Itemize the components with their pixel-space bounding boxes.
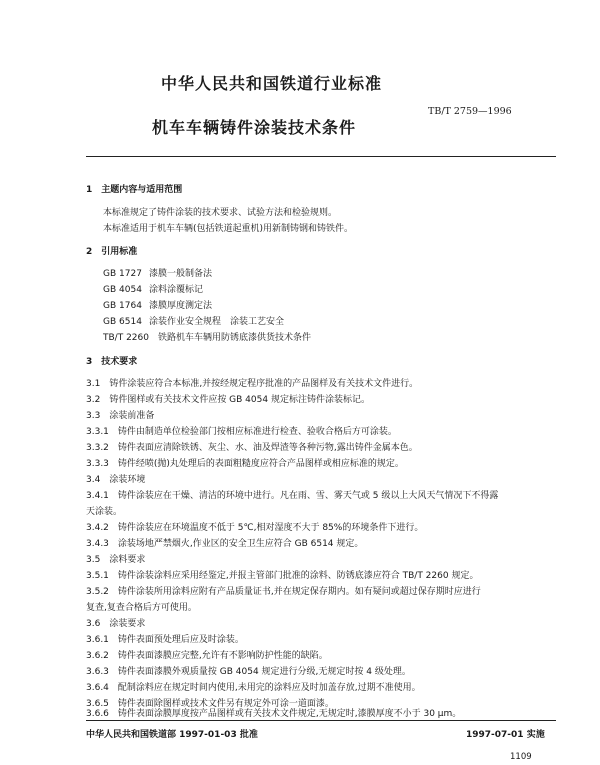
section-2-heading: 2 引用标准 <box>86 247 138 257</box>
section-1-paragraph: 本标准规定了铸件涂装的技术要求、试验方法和检验规则。 <box>103 208 338 218</box>
clause-line: 3.5.1 铸件涂装涂料应采用经鉴定,并报主管部门批准的涂料、防锈底漆应符合 TB/T 2260 规定。 <box>86 571 479 581</box>
clause-line: 3.6.2 铸件表面漆膜应完整,允许有不影响防护性能的缺陷。 <box>86 651 328 661</box>
reference-name: 涂料涂覆标记 <box>149 285 204 295</box>
clause-line: 3.6.6 铸件表面涂膜厚度按产品图样或有关技术文件规定,无规定时,漆膜厚度不小于 30 μm。 <box>86 709 462 719</box>
clause-line: 复查,复查合格后方可使用。 <box>86 603 197 613</box>
reference-name: 铁路机车车辆用防锈底漆供货技术条件 <box>158 333 312 343</box>
clause-line: 3.6.1 铸件表面预处理后应及时涂装。 <box>86 635 244 645</box>
reference-item <box>103 298 212 311</box>
header-divider <box>86 156 556 157</box>
reference-code: GB 1727 <box>103 269 142 279</box>
section-1-heading: 1 主题内容与适用范围 <box>86 185 183 195</box>
clause-line: 3.4.3 涂装场地严禁烟火,作业区的安全卫生应符合 GB 6514 规定。 <box>86 539 364 549</box>
issuing-organization: 中华人民共和国铁道行业标准 <box>161 74 383 93</box>
reference-item <box>103 330 311 343</box>
reference-code: GB 6514 <box>103 317 142 327</box>
reference-code: TB/T 2260 <box>103 333 149 343</box>
reference-item <box>103 314 284 327</box>
document-title: 机车车辆铸件涂装技术条件 <box>152 118 357 137</box>
clause-line: 3.6.4 配制涂料应在规定时间内使用,未用完的涂料应及时加盖存放,过期不准使用。 <box>86 683 421 693</box>
page-number: 1109 <box>510 752 532 762</box>
reference-name: 漆膜厚度测定法 <box>149 301 213 311</box>
clause-line: 3.4.2 铸件涂装应在环境温度不低于 5℃,相对湿度不大于 85%的环境条件下进行。 <box>86 523 424 533</box>
clause-line: 3.2 铸件图样或有关技术文件应按 GB 4054 规定标注铸件涂装标记。 <box>86 395 370 405</box>
clause-line: 3.6.5 铸件表面除图样或技术文件另有规定外可涂一道面漆。 <box>86 699 334 709</box>
reference-item <box>103 266 212 279</box>
reference-code: GB 4054 <box>103 285 142 295</box>
reference-name: 涂装作业安全规程 涂装工艺安全 <box>149 317 285 327</box>
standard-code: TB/T 2759—1996 <box>428 106 512 117</box>
reference-name: 漆膜一般制备法 <box>149 269 213 279</box>
clause-line: 天涂装。 <box>86 507 123 517</box>
clause-line: 3.3.3 铸件经喷(抛)丸处理后的表面粗糙度应符合产品图样或相应标准的规定。 <box>86 459 404 469</box>
reference-item <box>103 282 203 295</box>
clause-line: 3.6 涂装要求 <box>86 619 146 629</box>
clause-line: 3.4 涂装环境 <box>86 475 146 485</box>
clause-line: 3.3.1 铸件由制造单位检验部门按相应标准进行检查、验收合格后方可涂装。 <box>86 427 397 437</box>
footer-divider <box>86 720 556 721</box>
clause-line: 3.5.2 铸件涂装所用涂料应附有产品质量证书,并在规定保存期内。如有疑问或超过保存期时应进行 <box>86 587 481 597</box>
effective-date: 1997-07-01 实施 <box>466 730 545 740</box>
clause-line: 3.5 涂料要求 <box>86 555 146 565</box>
clause-line: 3.1 铸件涂装应符合本标准,并按经规定程序批准的产品图样及有关技术文件进行。 <box>86 379 419 389</box>
reference-code: GB 1764 <box>103 301 142 311</box>
clause-line: 3.3.2 铸件表面应清除铁锈、灰尘、水、油及焊渣等各种污物,露出铸件金属本色。 <box>86 443 418 453</box>
clause-line: 3.3 涂装前准备 <box>86 411 155 421</box>
section-3-heading: 3 技术要求 <box>86 357 138 367</box>
section-1-paragraph: 本标准适用于机车车辆(包括铁道起重机)用新制铸钢和铸铁件。 <box>103 224 354 234</box>
clause-line: 3.4.1 铸件涂装应在干燥、清洁的环境中进行。凡在雨、雪、雾天气或 5 级以上大风天气情况下不得露 <box>86 491 499 501</box>
approval-line: 中华人民共和国铁道部 1997-01-03 批准 <box>86 730 258 740</box>
clause-line: 3.6.3 铸件表面漆膜外观质量按 GB 4054 规定进行分级,无规定时按 4 级处理。 <box>86 667 411 677</box>
